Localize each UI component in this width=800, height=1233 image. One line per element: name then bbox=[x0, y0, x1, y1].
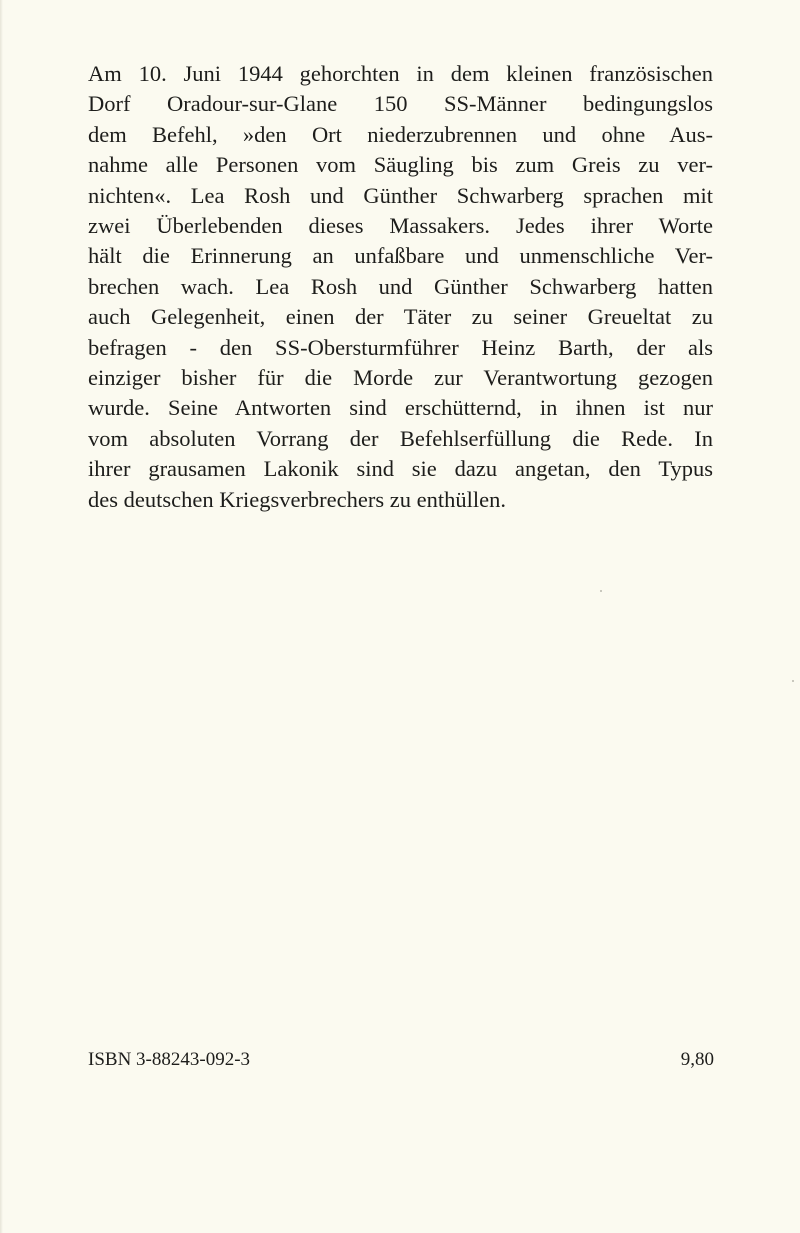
paper-speck bbox=[792, 680, 794, 682]
blurb-line: nichten«. Lea Rosh und Günther Schwarberg sprachen mit bbox=[88, 182, 713, 208]
blurb-line: ihrer grausamen Lakonik sind sie dazu angetan, den Typus bbox=[88, 456, 713, 482]
blurb-line: auch Gelegenheit, einen der Täter zu seiner Greueltat zu bbox=[88, 304, 713, 330]
blurb-line: einziger bisher für die Morde zur Verantwortung gezogen bbox=[88, 365, 713, 391]
blurb-line: nahme alle Personen vom Säugling bis zum Greis zu ver- bbox=[88, 152, 713, 178]
blurb-line: zwei Überlebenden dieses Massakers. Jedes ihrer Worte bbox=[88, 213, 713, 239]
blurb-line: befragen - den SS-Obersturmführer Heinz Barth, der als bbox=[88, 334, 713, 360]
blurb-text bbox=[88, 59, 713, 515]
blurb-line: hält die Erinnerung an unfaßbare und unmenschliche Ver- bbox=[88, 243, 713, 269]
blurb-line: Am 10. Juni 1944 gehorchten in dem kleinen französischen bbox=[88, 61, 713, 86]
blurb-line: wurde. Seine Antworten sind erschütternd, in ihnen ist nur bbox=[88, 395, 713, 421]
price-label: 9,80 bbox=[680, 1049, 714, 1070]
blurb-line: Dorf Oradour-sur-Glane 150 SS-Männer bedingungslos bbox=[88, 91, 713, 117]
blurb-line: des deutschen Kriegsverbrechers zu enthüllen. bbox=[88, 486, 506, 512]
blurb-line: dem Befehl, »den Ort niederzubrennen und ohne Aus- bbox=[88, 121, 713, 147]
blurb-line: brechen wach. Lea Rosh und Günther Schwarberg hatten bbox=[88, 273, 713, 299]
page-edge-shadow bbox=[0, 0, 3, 1233]
isbn-number: ISBN 3-88243-092-3 bbox=[88, 1049, 251, 1070]
paper-speck bbox=[600, 590, 602, 592]
blurb-line: vom absoluten Vorrang der Befehlserfüllung die Rede. In bbox=[88, 425, 713, 451]
